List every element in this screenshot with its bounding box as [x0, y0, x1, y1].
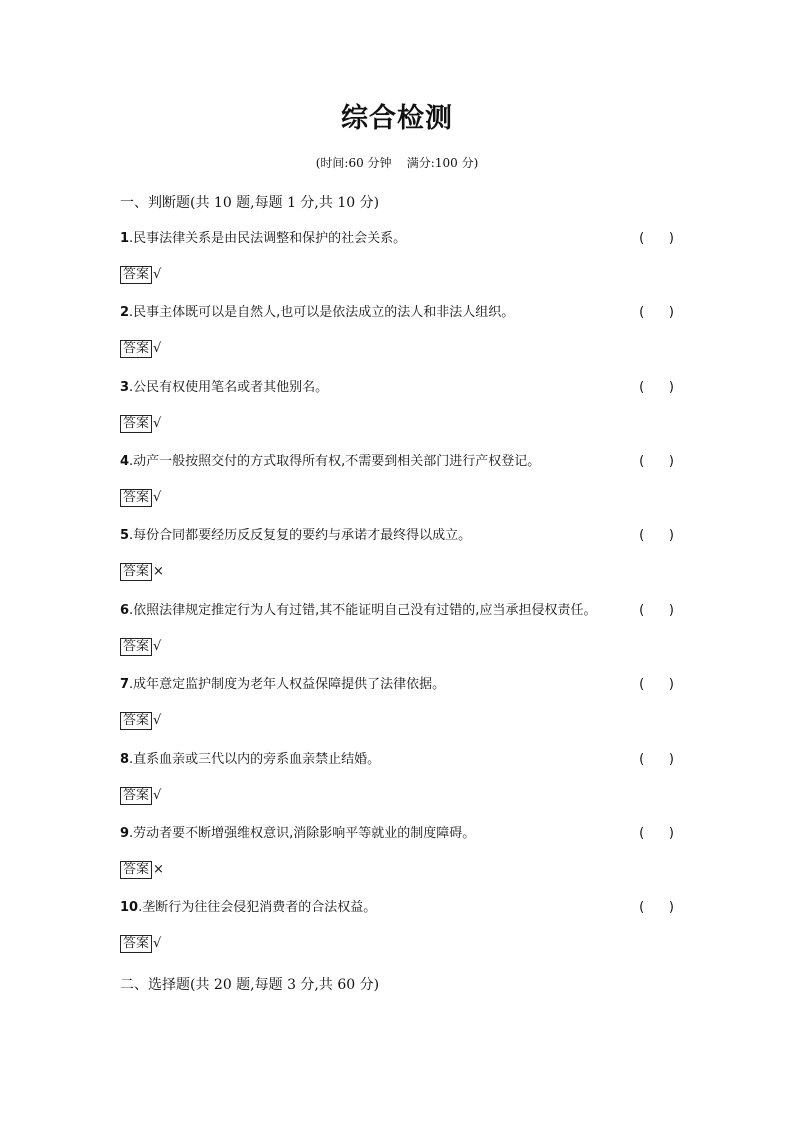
answer-label: 答案	[120, 712, 152, 730]
answer-blank: ( )	[639, 528, 674, 543]
answer-blank: ( )	[639, 454, 674, 469]
question-text: .劳动者要不断增强维权意识,消除影响平等就业的制度障碍。	[129, 826, 476, 841]
question-number: 8	[120, 752, 130, 767]
answer-row	[120, 265, 161, 285]
question-item	[120, 898, 680, 918]
answer-row	[120, 562, 164, 582]
page-title: 综合检测	[341, 103, 453, 134]
answer-label: 答案	[120, 638, 152, 656]
answer-row	[120, 414, 161, 434]
question-number: 5	[120, 528, 130, 543]
answer-mark: √	[153, 936, 162, 951]
answer-label: 答案	[120, 415, 152, 433]
answer-blank: ( )	[639, 231, 674, 246]
question-item	[120, 675, 680, 695]
question-number: 4	[120, 454, 130, 469]
answer-blank: ( )	[639, 305, 674, 320]
question-text: .每份合同都要经历反反复复的要约与承诺才最终得以成立。	[129, 528, 472, 543]
question-text: .民事主体既可以是自然人,也可以是依法成立的法人和非法人组织。	[129, 305, 515, 320]
question-item	[120, 303, 680, 323]
section-heading-1: 一、判断题(共 10 题,每题 1 分,共 10 分)	[120, 195, 380, 211]
answer-row	[120, 786, 161, 806]
answer-mark: √	[153, 490, 162, 505]
question-item	[120, 750, 680, 770]
answer-mark: ×	[153, 862, 164, 877]
answer-label: 答案	[120, 266, 152, 284]
answer-row	[120, 711, 161, 731]
question-number: 6	[120, 603, 130, 618]
answer-label: 答案	[120, 935, 152, 953]
question-text: .依照法律规定推定行为人有过错,其不能证明自己没有过错的,应当承担侵权责任。	[129, 603, 597, 618]
question-number: 10	[120, 900, 139, 915]
answer-mark: √	[153, 639, 162, 654]
answer-label: 答案	[120, 787, 152, 805]
section-heading-2: 二、选择题(共 20 题,每题 3 分,共 60 分)	[120, 977, 380, 993]
answer-label: 答案	[120, 563, 152, 581]
answer-mark: ×	[153, 564, 164, 579]
answer-blank: ( )	[639, 380, 674, 395]
question-text: .垄断行为往往会侵犯消费者的合法权益。	[138, 900, 377, 915]
answer-row	[120, 860, 164, 880]
exam-info: (时间:60 分钟 满分:100 分)	[315, 156, 479, 170]
question-item	[120, 229, 680, 249]
answer-blank: ( )	[639, 752, 674, 767]
answer-row	[120, 934, 161, 954]
answer-mark: √	[153, 341, 162, 356]
question-item	[120, 601, 680, 621]
answer-blank: ( )	[639, 900, 674, 915]
question-number: 1	[120, 231, 130, 246]
answer-row	[120, 339, 161, 359]
answer-label: 答案	[120, 861, 152, 879]
answer-blank: ( )	[639, 603, 674, 618]
question-item	[120, 452, 680, 472]
question-number: 9	[120, 826, 130, 841]
answer-label: 答案	[120, 489, 152, 507]
answer-row	[120, 637, 161, 657]
answer-blank: ( )	[639, 677, 674, 692]
answer-label: 答案	[120, 340, 152, 358]
question-number: 2	[120, 305, 130, 320]
question-text: .成年意定监护制度为老年人权益保障提供了法律依据。	[129, 677, 446, 692]
question-text: .直系血亲或三代以内的旁系血亲禁止结婚。	[129, 752, 381, 767]
question-item	[120, 526, 680, 546]
question-number: 3	[120, 380, 130, 395]
question-text: .民事法律关系是由民法调整和保护的社会关系。	[129, 231, 407, 246]
question-number: 7	[120, 677, 130, 692]
answer-mark: √	[153, 267, 162, 282]
answer-blank: ( )	[639, 826, 674, 841]
question-text: .公民有权使用笔名或者其他别名。	[129, 380, 329, 395]
answer-mark: √	[153, 713, 162, 728]
answer-mark: √	[153, 416, 162, 431]
question-item	[120, 824, 680, 844]
answer-row	[120, 488, 161, 508]
answer-mark: √	[153, 788, 162, 803]
question-text: .动产一般按照交付的方式取得所有权,不需要到相关部门进行产权登记。	[129, 454, 541, 469]
question-item	[120, 378, 680, 398]
